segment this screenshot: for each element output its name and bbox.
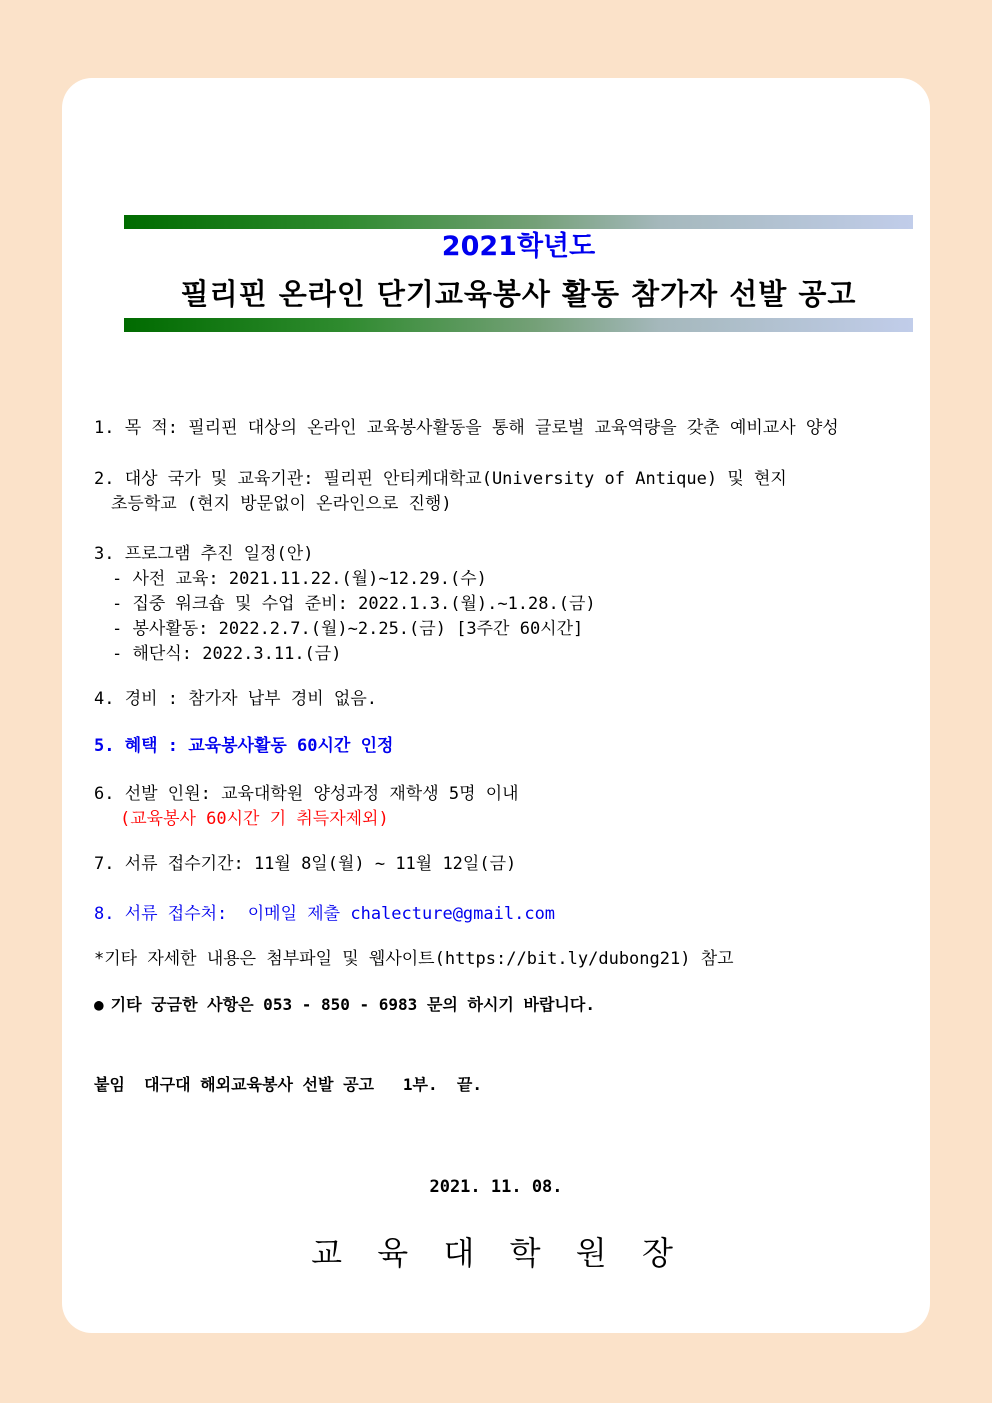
schedule-volunteer-activity: - 봉사활동: 2022.2.7.(월)~2.25.(금) [3주간 60시간] — [112, 619, 584, 639]
notice-title: 필리핀 온라인 단기교육봉사 활동 참가자 선발 공고 — [180, 277, 857, 311]
email-link[interactable]: chalecture@gmail.com — [350, 904, 556, 924]
contact-note-text: 기타 궁금한 사항은 053 - 850 - 6983 문의 하시기 바랍니다. — [110, 995, 595, 1014]
website-link[interactable]: https://bit.ly/dubong21 — [444, 949, 681, 969]
issue-date: 2021. 11. 08. — [429, 1177, 563, 1197]
item-selection-line1: 6. 선발 인원: 교육대학원 양성과정 재학생 5명 이내 — [94, 784, 519, 804]
website-note-prefix: *기타 자세한 내용은 첨부파일 및 웹사이트( — [94, 949, 445, 969]
item-submission — [94, 902, 912, 927]
schedule-closing-ceremony: - 해단식: 2022.3.11.(금) — [112, 644, 342, 664]
item-target — [94, 467, 912, 517]
bullet-icon: ● — [94, 995, 104, 1014]
signatory-title: 교 육 대 학 원 장 — [311, 1234, 681, 1272]
schedule-pre-education: - 사전 교육: 2021.11.22.(월)~12.29.(수) — [112, 569, 487, 589]
item-selection-exclusion: (교육봉사 60시간 기 취득자제외) — [120, 809, 389, 829]
item-application-period: 7. 서류 접수기간: 11월 8일(월) ~ 11월 12일(금) — [94, 854, 517, 874]
item-selection — [94, 782, 912, 832]
item-target-line2: 초등학교 (현지 방문없이 온라인으로 진행) — [111, 494, 452, 514]
note-contact — [94, 992, 912, 1017]
header-top-bar — [124, 215, 913, 229]
note-website — [94, 947, 912, 972]
notice-card — [62, 78, 930, 1333]
header-bottom-bar — [124, 318, 913, 332]
submission-label: 8. 서류 접수처: 이메일 제출 — [94, 904, 351, 924]
website-note-suffix: ) 참고 — [680, 949, 734, 969]
item-cost: 4. 경비 : 참가자 납부 경비 없음. — [94, 689, 377, 709]
item-schedule-title: 3. 프로그램 추진 일정(안) — [94, 544, 314, 564]
school-year-title: 2021학년도 — [441, 231, 596, 262]
item-purpose: 1. 목 적: 필리핀 대상의 온라인 교육봉사활동을 통해 글로벌 교육역량을 갖춘 예비교사 양성 — [94, 418, 839, 438]
attachment-note: 붙임 대구대 해외교육봉사 선발 공고 1부. 끝. — [94, 1075, 482, 1094]
item-schedule — [94, 542, 912, 667]
notice-body — [62, 416, 930, 1097]
item-target-line1: 2. 대상 국가 및 교육기관: 필리핀 안티케대학교(University of Antique) 및 현지 — [94, 469, 787, 489]
item-benefit: 5. 혜택 : 교육봉사활동 60시간 인정 — [94, 736, 394, 756]
schedule-workshop: - 집중 워크숍 및 수업 준비: 2022.1.3.(월).~1.28.(금) — [112, 594, 596, 614]
